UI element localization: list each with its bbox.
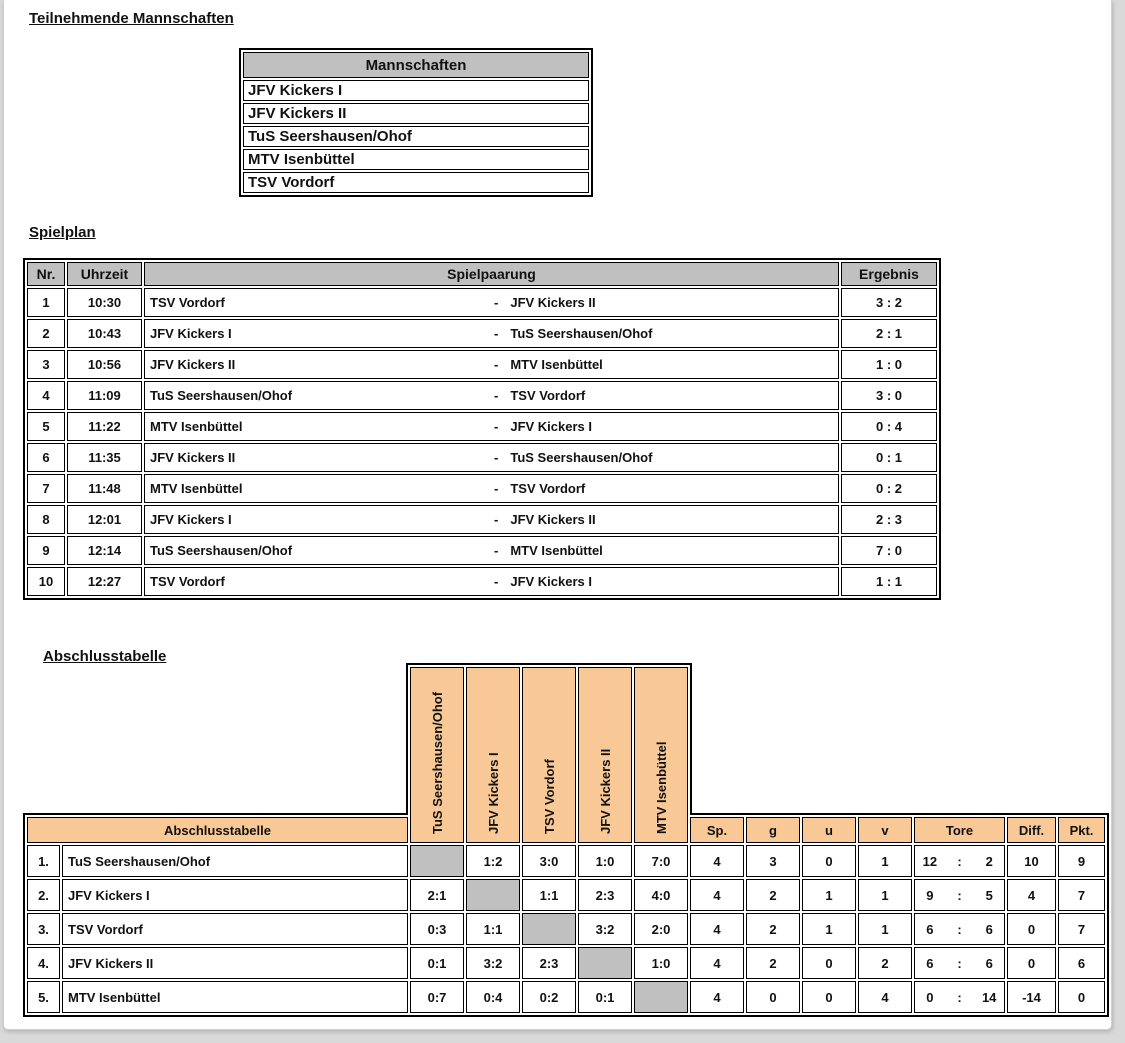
- goals-for: 0: [926, 989, 934, 1005]
- standings-col-header: [578, 667, 632, 843]
- stat-sp: 4: [690, 947, 744, 979]
- pairing-separator: -: [494, 295, 499, 310]
- standings-row: [27, 913, 1105, 945]
- diagonal-cell: [410, 845, 464, 877]
- crosstable-result: 3:0: [522, 845, 576, 877]
- standings-table: [25, 665, 1107, 1015]
- standings-outer-border: [23, 813, 25, 1017]
- away-team: TuS Seershausen/Ohof: [510, 326, 653, 341]
- diagonal-cell: [522, 913, 576, 945]
- stat-g: 2: [746, 879, 800, 911]
- match-number: 6: [27, 443, 65, 472]
- schedule-header-time: Uhrzeit: [67, 262, 142, 286]
- crosstable-result: 3:2: [466, 947, 520, 979]
- crosstable-result: 4:0: [634, 879, 688, 911]
- stat-pkt: 7: [1058, 913, 1105, 945]
- diagonal-cell: [634, 981, 688, 1013]
- pairing-separator: -: [494, 357, 499, 372]
- crosstable-result: 1:1: [466, 913, 520, 945]
- match-time: 11:22: [67, 412, 142, 441]
- match-time: 11:09: [67, 381, 142, 410]
- pairing-separator: -: [494, 388, 499, 403]
- stat-pkt: 9: [1058, 845, 1105, 877]
- pairing-separator: -: [494, 419, 499, 434]
- stat-pkt: 0: [1058, 981, 1105, 1013]
- away-team: JFV Kickers I: [510, 419, 592, 434]
- standings-corner-label: Abschlusstabelle: [27, 817, 408, 843]
- match-result: 0 : 1: [841, 443, 937, 472]
- rank: 5.: [27, 981, 60, 1013]
- match-result: 1 : 0: [841, 350, 937, 379]
- crosstable-result: 2:0: [634, 913, 688, 945]
- rotated-team-label: MTV Isenbüttel: [653, 741, 669, 834]
- rank: 4.: [27, 947, 60, 979]
- stat-g: 2: [746, 913, 800, 945]
- stat-diff: 4: [1007, 879, 1056, 911]
- match-result: 1 : 1: [841, 567, 937, 596]
- away-team: MTV Isenbüttel: [510, 543, 603, 558]
- standings-col-header: [634, 667, 688, 843]
- crosstable-result: 7:0: [634, 845, 688, 877]
- diagonal-cell: [578, 947, 632, 979]
- match-row: [27, 350, 937, 379]
- standings-header-u: u: [802, 817, 856, 843]
- standings-header-g: g: [746, 817, 800, 843]
- crosstable-result: 1:2: [466, 845, 520, 877]
- teams-table: [239, 48, 593, 197]
- crosstable-result: 0:4: [466, 981, 520, 1013]
- team-name: JFV Kickers II: [62, 947, 408, 979]
- match-time: 10:56: [67, 350, 142, 379]
- away-team: TSV Vordorf: [510, 388, 586, 403]
- stat-u: 0: [802, 981, 856, 1013]
- schedule-header-pairing: Spielpaarung: [144, 262, 839, 286]
- stat-u: 1: [802, 879, 856, 911]
- goals-against: 5: [985, 887, 993, 903]
- match-row: [27, 319, 937, 348]
- stat-pkt: 7: [1058, 879, 1105, 911]
- stat-v: 1: [858, 879, 912, 911]
- crosstable-result: 1:0: [578, 845, 632, 877]
- standings-outer-border: [1107, 813, 1109, 1017]
- match-result: 3 : 2: [841, 288, 937, 317]
- team-row: JFV Kickers I: [243, 80, 589, 101]
- goals-against: 2: [985, 853, 993, 869]
- standings-outer-border: [23, 1015, 1109, 1017]
- standings-header-sp: Sp.: [690, 817, 744, 843]
- rotated-team-label: JFV Kickers II: [597, 748, 613, 834]
- home-team: JFV Kickers II: [150, 450, 236, 465]
- schedule-header-row: [27, 262, 937, 286]
- teams-section-title: Teilnehmende Mannschaften: [29, 10, 234, 27]
- crosstable-result: 2:1: [410, 879, 464, 911]
- stat-diff: 0: [1007, 947, 1056, 979]
- standings-col-header: [466, 667, 520, 843]
- match-time: 11:48: [67, 474, 142, 503]
- match-result: 2 : 3: [841, 505, 937, 534]
- team-name: JFV Kickers I: [62, 879, 408, 911]
- stat-v: 2: [858, 947, 912, 979]
- standings-col-header: [410, 667, 464, 843]
- stat-diff: 10: [1007, 845, 1056, 877]
- rank: 1.: [27, 845, 60, 877]
- schedule-section-title: Spielplan: [29, 224, 96, 241]
- teams-table-header: Mannschaften: [243, 52, 589, 78]
- stat-u: 0: [802, 845, 856, 877]
- match-row: [27, 505, 937, 534]
- stat-diff: -14: [1007, 981, 1056, 1013]
- goals-separator: :: [957, 887, 962, 903]
- stat-pkt: 6: [1058, 947, 1105, 979]
- schedule-table: [23, 258, 941, 600]
- rotated-team-label: TSV Vordorf: [541, 759, 557, 834]
- crosstable-result: 1:1: [522, 879, 576, 911]
- match-result: 0 : 2: [841, 474, 937, 503]
- team-name: TSV Vordorf: [62, 913, 408, 945]
- standings-header-tore: Tore: [914, 817, 1005, 843]
- rotated-team-label: TuS Seershausen/Ohof: [429, 691, 445, 834]
- standings-row: [27, 879, 1105, 911]
- home-team: JFV Kickers I: [150, 326, 232, 341]
- goals-for: 9: [926, 887, 934, 903]
- away-team: JFV Kickers I: [510, 574, 592, 589]
- goals-for: 6: [926, 955, 934, 971]
- match-row: [27, 474, 937, 503]
- crosstable-result: 1:0: [634, 947, 688, 979]
- match-number: 5: [27, 412, 65, 441]
- rank: 2.: [27, 879, 60, 911]
- match-number: 7: [27, 474, 65, 503]
- away-team: TSV Vordorf: [510, 481, 586, 496]
- team-row: MTV Isenbüttel: [243, 149, 589, 170]
- match-row: [27, 443, 937, 472]
- match-number: 4: [27, 381, 65, 410]
- team-name: MTV Isenbüttel: [62, 981, 408, 1013]
- crosstable-result: 2:3: [522, 947, 576, 979]
- match-row: [27, 412, 937, 441]
- crosstable-result: 0:7: [410, 981, 464, 1013]
- stat-g: 0: [746, 981, 800, 1013]
- away-team: MTV Isenbüttel: [510, 357, 603, 372]
- match-row: [27, 536, 937, 565]
- away-team: JFV Kickers II: [510, 295, 596, 310]
- match-time: 10:30: [67, 288, 142, 317]
- standings-header-diff: Diff.: [1007, 817, 1056, 843]
- match-time: 10:43: [67, 319, 142, 348]
- pairing-separator: -: [494, 574, 499, 589]
- standings-col-header: [522, 667, 576, 843]
- goals-separator: :: [957, 853, 962, 869]
- match-result: 7 : 0: [841, 536, 937, 565]
- standings-outer-border: [23, 813, 408, 815]
- schedule-header-result: Ergebnis: [841, 262, 937, 286]
- pairing-separator: -: [494, 326, 499, 341]
- goals-for: 12: [922, 853, 938, 869]
- team-name: TuS Seershausen/Ohof: [62, 845, 408, 877]
- stat-g: 3: [746, 845, 800, 877]
- standings-row: [27, 947, 1105, 979]
- standings-outer-border: [406, 663, 408, 815]
- match-number: 3: [27, 350, 65, 379]
- crosstable-result: 2:3: [578, 879, 632, 911]
- home-team: TuS Seershausen/Ohof: [150, 388, 293, 403]
- diagonal-cell: [466, 879, 520, 911]
- crosstable-result: 3:2: [578, 913, 632, 945]
- goals-against: 14: [981, 989, 997, 1005]
- stat-sp: 4: [690, 845, 744, 877]
- standings-header-v: v: [858, 817, 912, 843]
- match-number: 10: [27, 567, 65, 596]
- stat-u: 0: [802, 947, 856, 979]
- away-team: JFV Kickers II: [510, 512, 596, 527]
- document-page: [3, 0, 1112, 1030]
- stat-v: 4: [858, 981, 912, 1013]
- standings-row: [27, 981, 1105, 1013]
- schedule-header-nr: Nr.: [27, 262, 65, 286]
- standings-section-title: Abschlusstabelle: [43, 648, 167, 665]
- rank: 3.: [27, 913, 60, 945]
- standings-outer-border: [690, 813, 1109, 815]
- stat-diff: 0: [1007, 913, 1056, 945]
- goals-against: 6: [985, 955, 993, 971]
- goals-against: 6: [985, 921, 993, 937]
- stat-sp: 4: [690, 879, 744, 911]
- crosstable-result: 0:1: [578, 981, 632, 1013]
- team-row: TuS Seershausen/Ohof: [243, 126, 589, 147]
- match-row: [27, 288, 937, 317]
- home-team: TSV Vordorf: [150, 574, 225, 589]
- away-team: TuS Seershausen/Ohof: [510, 450, 653, 465]
- crosstable-result: 0:3: [410, 913, 464, 945]
- stat-u: 1: [802, 913, 856, 945]
- pairing-separator: -: [494, 543, 499, 558]
- standings-rotated-header-row: [27, 667, 1105, 815]
- match-number: 8: [27, 505, 65, 534]
- rotated-team-label: JFV Kickers I: [485, 752, 501, 834]
- home-team: JFV Kickers II: [150, 357, 236, 372]
- match-time: 12:01: [67, 505, 142, 534]
- goals-for: 6: [926, 921, 934, 937]
- home-team: JFV Kickers I: [150, 512, 232, 527]
- standings-outer-border: [406, 663, 692, 665]
- match-result: 0 : 4: [841, 412, 937, 441]
- crosstable-result: 0:2: [522, 981, 576, 1013]
- stat-sp: 4: [690, 981, 744, 1013]
- match-row: [27, 381, 937, 410]
- pairing-separator: -: [494, 481, 499, 496]
- crosstable-result: 0:1: [410, 947, 464, 979]
- match-result: 2 : 1: [841, 319, 937, 348]
- pairing-separator: -: [494, 512, 499, 527]
- home-team: MTV Isenbüttel: [150, 481, 243, 496]
- pairing-separator: -: [494, 450, 499, 465]
- match-number: 1: [27, 288, 65, 317]
- match-result: 3 : 0: [841, 381, 937, 410]
- goals-separator: :: [957, 955, 962, 971]
- stat-sp: 4: [690, 913, 744, 945]
- goals-separator: :: [957, 989, 962, 1005]
- standings-outer-border: [690, 663, 692, 815]
- match-number: 9: [27, 536, 65, 565]
- standings-header-pkt: Pkt.: [1058, 817, 1105, 843]
- match-row: [27, 567, 937, 596]
- match-number: 2: [27, 319, 65, 348]
- stat-v: 1: [858, 913, 912, 945]
- goals-separator: :: [957, 921, 962, 937]
- home-team: MTV Isenbüttel: [150, 419, 243, 434]
- team-row: TSV Vordorf: [243, 172, 589, 193]
- home-team: TSV Vordorf: [150, 295, 225, 310]
- stat-v: 1: [858, 845, 912, 877]
- stat-g: 2: [746, 947, 800, 979]
- match-time: 11:35: [67, 443, 142, 472]
- home-team: TuS Seershausen/Ohof: [150, 543, 293, 558]
- team-row: JFV Kickers II: [243, 103, 589, 124]
- match-time: 12:14: [67, 536, 142, 565]
- match-time: 12:27: [67, 567, 142, 596]
- standings-row: [27, 845, 1105, 877]
